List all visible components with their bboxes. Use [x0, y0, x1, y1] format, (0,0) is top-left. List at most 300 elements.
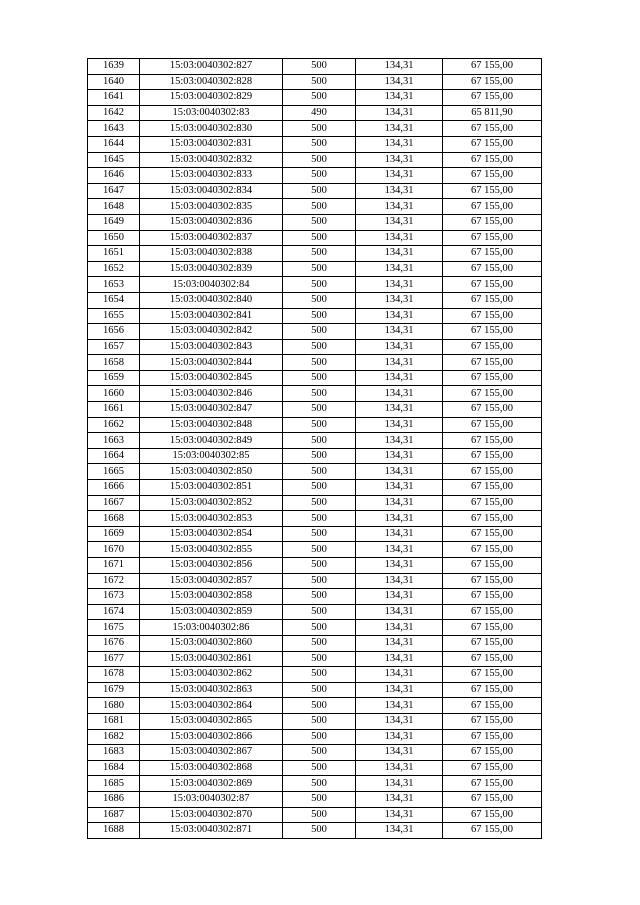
- rate-cell: 134,31: [356, 136, 443, 152]
- row-number-cell: 1681: [88, 713, 140, 729]
- area-cell: 500: [283, 90, 356, 106]
- area-cell: 500: [283, 620, 356, 636]
- table-row: [88, 230, 542, 246]
- rate-cell: 134,31: [356, 807, 443, 823]
- cadastral-number-cell: 15:03:0040302:858: [140, 589, 283, 605]
- rate-cell: 134,31: [356, 59, 443, 75]
- cadastral-number-cell: 15:03:0040302:83: [140, 105, 283, 121]
- cadastral-number-cell: 15:03:0040302:835: [140, 199, 283, 215]
- area-cell: 500: [283, 59, 356, 75]
- table-row: [88, 807, 542, 823]
- cost-cell: 67 155,00: [443, 511, 542, 527]
- rate-cell: 134,31: [356, 651, 443, 667]
- cadastral-number-cell: 15:03:0040302:85: [140, 448, 283, 464]
- rate-cell: 134,31: [356, 760, 443, 776]
- cost-cell: 67 155,00: [443, 292, 542, 308]
- row-number-cell: 1671: [88, 558, 140, 574]
- area-cell: 500: [283, 324, 356, 340]
- cadastral-number-cell: 15:03:0040302:833: [140, 168, 283, 184]
- cost-cell: 67 155,00: [443, 776, 542, 792]
- area-cell: 500: [283, 402, 356, 418]
- row-number-cell: 1686: [88, 791, 140, 807]
- rate-cell: 134,31: [356, 324, 443, 340]
- row-number-cell: 1640: [88, 74, 140, 90]
- cost-cell: 67 155,00: [443, 199, 542, 215]
- cost-cell: 67 155,00: [443, 635, 542, 651]
- table-row: [88, 433, 542, 449]
- rate-cell: 134,31: [356, 339, 443, 355]
- area-cell: 500: [283, 635, 356, 651]
- cost-cell: 67 155,00: [443, 308, 542, 324]
- table-row: [88, 589, 542, 605]
- area-cell: 500: [283, 74, 356, 90]
- cost-cell: 67 155,00: [443, 277, 542, 293]
- row-number-cell: 1644: [88, 136, 140, 152]
- table-row: [88, 713, 542, 729]
- rate-cell: 134,31: [356, 152, 443, 168]
- cost-cell: 67 155,00: [443, 807, 542, 823]
- rate-cell: 134,31: [356, 417, 443, 433]
- cadastral-number-cell: 15:03:0040302:840: [140, 292, 283, 308]
- area-cell: 500: [283, 604, 356, 620]
- rate-cell: 134,31: [356, 183, 443, 199]
- area-cell: 500: [283, 199, 356, 215]
- table-row: [88, 308, 542, 324]
- cost-cell: 67 155,00: [443, 604, 542, 620]
- area-cell: 500: [283, 542, 356, 558]
- cadastral-number-cell: 15:03:0040302:865: [140, 713, 283, 729]
- cost-cell: 67 155,00: [443, 261, 542, 277]
- row-number-cell: 1672: [88, 573, 140, 589]
- table-row: [88, 168, 542, 184]
- cadastral-number-cell: 15:03:0040302:848: [140, 417, 283, 433]
- cadastral-number-cell: 15:03:0040302:839: [140, 261, 283, 277]
- table-row: [88, 667, 542, 683]
- area-cell: 500: [283, 573, 356, 589]
- table-row: [88, 136, 542, 152]
- rate-cell: 134,31: [356, 823, 443, 839]
- row-number-cell: 1687: [88, 807, 140, 823]
- row-number-cell: 1652: [88, 261, 140, 277]
- table-row: [88, 277, 542, 293]
- rate-cell: 134,31: [356, 713, 443, 729]
- row-number-cell: 1666: [88, 480, 140, 496]
- rate-cell: 134,31: [356, 729, 443, 745]
- cost-cell: 67 155,00: [443, 542, 542, 558]
- cost-cell: 67 155,00: [443, 121, 542, 137]
- row-number-cell: 1680: [88, 698, 140, 714]
- cadastral-number-cell: 15:03:0040302:868: [140, 760, 283, 776]
- table-row: [88, 823, 542, 839]
- cost-cell: 67 155,00: [443, 136, 542, 152]
- table-row: [88, 292, 542, 308]
- cost-cell: 67 155,00: [443, 230, 542, 246]
- row-number-cell: 1648: [88, 199, 140, 215]
- rate-cell: 134,31: [356, 604, 443, 620]
- area-cell: 500: [283, 370, 356, 386]
- table-row: [88, 246, 542, 262]
- table-row: [88, 121, 542, 137]
- table-row: [88, 791, 542, 807]
- table-row: [88, 90, 542, 106]
- cadastral-number-cell: 15:03:0040302:832: [140, 152, 283, 168]
- area-cell: 500: [283, 760, 356, 776]
- cadastral-number-cell: 15:03:0040302:838: [140, 246, 283, 262]
- cadastral-number-cell: 15:03:0040302:852: [140, 495, 283, 511]
- cadastral-number-cell: 15:03:0040302:862: [140, 667, 283, 683]
- cadastral-number-cell: 15:03:0040302:844: [140, 355, 283, 371]
- row-number-cell: 1662: [88, 417, 140, 433]
- area-cell: 500: [283, 214, 356, 230]
- cadastral-number-cell: 15:03:0040302:863: [140, 682, 283, 698]
- area-cell: 500: [283, 230, 356, 246]
- area-cell: 500: [283, 261, 356, 277]
- row-number-cell: 1674: [88, 604, 140, 620]
- cadastral-number-cell: 15:03:0040302:837: [140, 230, 283, 246]
- rate-cell: 134,31: [356, 620, 443, 636]
- row-number-cell: 1675: [88, 620, 140, 636]
- area-cell: 500: [283, 651, 356, 667]
- rate-cell: 134,31: [356, 121, 443, 137]
- cost-cell: 67 155,00: [443, 791, 542, 807]
- cadastral-number-cell: 15:03:0040302:866: [140, 729, 283, 745]
- area-cell: 500: [283, 495, 356, 511]
- cost-cell: 67 155,00: [443, 370, 542, 386]
- cost-cell: 67 155,00: [443, 168, 542, 184]
- rate-cell: 134,31: [356, 90, 443, 106]
- cadastral-number-cell: 15:03:0040302:84: [140, 277, 283, 293]
- area-cell: 500: [283, 152, 356, 168]
- area-cell: 500: [283, 121, 356, 137]
- table-row: [88, 370, 542, 386]
- table-row: [88, 682, 542, 698]
- row-number-cell: 1668: [88, 511, 140, 527]
- cost-cell: 67 155,00: [443, 573, 542, 589]
- cadastral-number-cell: 15:03:0040302:87: [140, 791, 283, 807]
- row-number-cell: 1658: [88, 355, 140, 371]
- table-row: [88, 495, 542, 511]
- cadastral-number-cell: 15:03:0040302:86: [140, 620, 283, 636]
- row-number-cell: 1682: [88, 729, 140, 745]
- rate-cell: 134,31: [356, 589, 443, 605]
- cost-cell: 67 155,00: [443, 386, 542, 402]
- row-number-cell: 1656: [88, 324, 140, 340]
- cost-cell: 67 155,00: [443, 59, 542, 75]
- table-row: [88, 214, 542, 230]
- row-number-cell: 1639: [88, 59, 140, 75]
- row-number-cell: 1660: [88, 386, 140, 402]
- area-cell: 500: [283, 807, 356, 823]
- row-number-cell: 1669: [88, 526, 140, 542]
- cost-cell: 67 155,00: [443, 667, 542, 683]
- rate-cell: 134,31: [356, 495, 443, 511]
- cost-cell: 67 155,00: [443, 729, 542, 745]
- table-row: [88, 573, 542, 589]
- row-number-cell: 1655: [88, 308, 140, 324]
- table-row: [88, 480, 542, 496]
- cost-cell: 67 155,00: [443, 620, 542, 636]
- rate-cell: 134,31: [356, 791, 443, 807]
- cadastral-number-cell: 15:03:0040302:846: [140, 386, 283, 402]
- area-cell: 500: [283, 823, 356, 839]
- cadastral-number-cell: 15:03:0040302:830: [140, 121, 283, 137]
- rate-cell: 134,31: [356, 558, 443, 574]
- cadastral-number-cell: 15:03:0040302:855: [140, 542, 283, 558]
- row-number-cell: 1678: [88, 667, 140, 683]
- parcel-table: [87, 58, 542, 839]
- table-row: [88, 464, 542, 480]
- cost-cell: 67 155,00: [443, 682, 542, 698]
- area-cell: 500: [283, 417, 356, 433]
- table-row: [88, 386, 542, 402]
- table-row: [88, 635, 542, 651]
- rate-cell: 134,31: [356, 433, 443, 449]
- rate-cell: 134,31: [356, 511, 443, 527]
- cadastral-number-cell: 15:03:0040302:834: [140, 183, 283, 199]
- rate-cell: 134,31: [356, 199, 443, 215]
- cost-cell: 67 155,00: [443, 402, 542, 418]
- cadastral-number-cell: 15:03:0040302:853: [140, 511, 283, 527]
- cadastral-number-cell: 15:03:0040302:861: [140, 651, 283, 667]
- table-row: [88, 526, 542, 542]
- area-cell: 500: [283, 292, 356, 308]
- area-cell: 500: [283, 277, 356, 293]
- rate-cell: 134,31: [356, 682, 443, 698]
- row-number-cell: 1642: [88, 105, 140, 121]
- row-number-cell: 1684: [88, 760, 140, 776]
- cost-cell: 65 811,90: [443, 105, 542, 121]
- area-cell: 500: [283, 776, 356, 792]
- cadastral-number-cell: 15:03:0040302:849: [140, 433, 283, 449]
- cadastral-number-cell: 15:03:0040302:871: [140, 823, 283, 839]
- row-number-cell: 1661: [88, 402, 140, 418]
- area-cell: 500: [283, 729, 356, 745]
- cost-cell: 67 155,00: [443, 183, 542, 199]
- rate-cell: 134,31: [356, 355, 443, 371]
- rate-cell: 134,31: [356, 448, 443, 464]
- row-number-cell: 1646: [88, 168, 140, 184]
- rate-cell: 134,31: [356, 292, 443, 308]
- cost-cell: 67 155,00: [443, 698, 542, 714]
- row-number-cell: 1659: [88, 370, 140, 386]
- cost-cell: 67 155,00: [443, 651, 542, 667]
- cadastral-number-cell: 15:03:0040302:829: [140, 90, 283, 106]
- cost-cell: 67 155,00: [443, 823, 542, 839]
- cost-cell: 67 155,00: [443, 495, 542, 511]
- cost-cell: 67 155,00: [443, 152, 542, 168]
- cadastral-number-cell: 15:03:0040302:845: [140, 370, 283, 386]
- table-row: [88, 355, 542, 371]
- row-number-cell: 1641: [88, 90, 140, 106]
- area-cell: 500: [283, 791, 356, 807]
- cost-cell: 67 155,00: [443, 558, 542, 574]
- row-number-cell: 1683: [88, 745, 140, 761]
- table-row: [88, 105, 542, 121]
- table-row: [88, 745, 542, 761]
- area-cell: 500: [283, 339, 356, 355]
- row-number-cell: 1663: [88, 433, 140, 449]
- rate-cell: 134,31: [356, 745, 443, 761]
- cadastral-number-cell: 15:03:0040302:843: [140, 339, 283, 355]
- cadastral-number-cell: 15:03:0040302:850: [140, 464, 283, 480]
- cadastral-number-cell: 15:03:0040302:856: [140, 558, 283, 574]
- row-number-cell: 1653: [88, 277, 140, 293]
- rate-cell: 134,31: [356, 105, 443, 121]
- area-cell: 500: [283, 526, 356, 542]
- area-cell: 500: [283, 713, 356, 729]
- row-number-cell: 1649: [88, 214, 140, 230]
- area-cell: 500: [283, 511, 356, 527]
- rate-cell: 134,31: [356, 480, 443, 496]
- row-number-cell: 1676: [88, 635, 140, 651]
- cadastral-number-cell: 15:03:0040302:869: [140, 776, 283, 792]
- cost-cell: 67 155,00: [443, 713, 542, 729]
- row-number-cell: 1643: [88, 121, 140, 137]
- area-cell: 500: [283, 448, 356, 464]
- row-number-cell: 1650: [88, 230, 140, 246]
- area-cell: 500: [283, 308, 356, 324]
- cadastral-number-cell: 15:03:0040302:851: [140, 480, 283, 496]
- table-row: [88, 620, 542, 636]
- cadastral-number-cell: 15:03:0040302:860: [140, 635, 283, 651]
- table-row: [88, 558, 542, 574]
- area-cell: 500: [283, 745, 356, 761]
- rate-cell: 134,31: [356, 573, 443, 589]
- rate-cell: 134,31: [356, 542, 443, 558]
- row-number-cell: 1670: [88, 542, 140, 558]
- area-cell: 500: [283, 386, 356, 402]
- cost-cell: 67 155,00: [443, 464, 542, 480]
- cost-cell: 67 155,00: [443, 760, 542, 776]
- area-cell: 500: [283, 246, 356, 262]
- cadastral-number-cell: 15:03:0040302:857: [140, 573, 283, 589]
- cost-cell: 67 155,00: [443, 417, 542, 433]
- table-row: [88, 604, 542, 620]
- rate-cell: 134,31: [356, 277, 443, 293]
- cost-cell: 67 155,00: [443, 90, 542, 106]
- row-number-cell: 1667: [88, 495, 140, 511]
- cadastral-number-cell: 15:03:0040302:854: [140, 526, 283, 542]
- row-number-cell: 1665: [88, 464, 140, 480]
- table-row: [88, 776, 542, 792]
- area-cell: 500: [283, 464, 356, 480]
- area-cell: 500: [283, 355, 356, 371]
- cadastral-number-cell: 15:03:0040302:841: [140, 308, 283, 324]
- row-number-cell: 1679: [88, 682, 140, 698]
- cost-cell: 67 155,00: [443, 324, 542, 340]
- cost-cell: 67 155,00: [443, 480, 542, 496]
- cadastral-number-cell: 15:03:0040302:870: [140, 807, 283, 823]
- cost-cell: 67 155,00: [443, 339, 542, 355]
- row-number-cell: 1654: [88, 292, 140, 308]
- rate-cell: 134,31: [356, 74, 443, 90]
- cost-cell: 67 155,00: [443, 589, 542, 605]
- row-number-cell: 1647: [88, 183, 140, 199]
- table-row: [88, 339, 542, 355]
- parcel-table-body: [88, 59, 542, 839]
- rate-cell: 134,31: [356, 402, 443, 418]
- table-row: [88, 729, 542, 745]
- table-row: [88, 542, 542, 558]
- cadastral-number-cell: 15:03:0040302:867: [140, 745, 283, 761]
- table-row: [88, 152, 542, 168]
- area-cell: 500: [283, 183, 356, 199]
- rate-cell: 134,31: [356, 168, 443, 184]
- row-number-cell: 1677: [88, 651, 140, 667]
- rate-cell: 134,31: [356, 386, 443, 402]
- cost-cell: 67 155,00: [443, 74, 542, 90]
- row-number-cell: 1645: [88, 152, 140, 168]
- rate-cell: 134,31: [356, 667, 443, 683]
- rate-cell: 134,31: [356, 464, 443, 480]
- area-cell: 500: [283, 589, 356, 605]
- rate-cell: 134,31: [356, 214, 443, 230]
- rate-cell: 134,31: [356, 246, 443, 262]
- cost-cell: 67 155,00: [443, 433, 542, 449]
- rate-cell: 134,31: [356, 635, 443, 651]
- rate-cell: 134,31: [356, 698, 443, 714]
- area-cell: 500: [283, 433, 356, 449]
- rate-cell: 134,31: [356, 370, 443, 386]
- cost-cell: 67 155,00: [443, 448, 542, 464]
- table-row: [88, 417, 542, 433]
- area-cell: 500: [283, 667, 356, 683]
- cadastral-number-cell: 15:03:0040302:827: [140, 59, 283, 75]
- table-row: [88, 511, 542, 527]
- cadastral-number-cell: 15:03:0040302:836: [140, 214, 283, 230]
- table-row: [88, 402, 542, 418]
- table-row: [88, 261, 542, 277]
- row-number-cell: 1673: [88, 589, 140, 605]
- row-number-cell: 1657: [88, 339, 140, 355]
- cadastral-number-cell: 15:03:0040302:847: [140, 402, 283, 418]
- table-row: [88, 448, 542, 464]
- cost-cell: 67 155,00: [443, 246, 542, 262]
- row-number-cell: 1664: [88, 448, 140, 464]
- table-row: [88, 760, 542, 776]
- cost-cell: 67 155,00: [443, 526, 542, 542]
- table-row: [88, 59, 542, 75]
- rate-cell: 134,31: [356, 261, 443, 277]
- area-cell: 500: [283, 682, 356, 698]
- cadastral-number-cell: 15:03:0040302:859: [140, 604, 283, 620]
- area-cell: 500: [283, 558, 356, 574]
- area-cell: 500: [283, 168, 356, 184]
- area-cell: 490: [283, 105, 356, 121]
- row-number-cell: 1688: [88, 823, 140, 839]
- cost-cell: 67 155,00: [443, 214, 542, 230]
- cadastral-number-cell: 15:03:0040302:864: [140, 698, 283, 714]
- cost-cell: 67 155,00: [443, 745, 542, 761]
- document-page: [87, 58, 541, 839]
- table-row: [88, 651, 542, 667]
- cadastral-number-cell: 15:03:0040302:828: [140, 74, 283, 90]
- table-row: [88, 199, 542, 215]
- area-cell: 500: [283, 480, 356, 496]
- row-number-cell: 1685: [88, 776, 140, 792]
- area-cell: 500: [283, 698, 356, 714]
- table-row: [88, 74, 542, 90]
- rate-cell: 134,31: [356, 526, 443, 542]
- rate-cell: 134,31: [356, 776, 443, 792]
- row-number-cell: 1651: [88, 246, 140, 262]
- cadastral-number-cell: 15:03:0040302:842: [140, 324, 283, 340]
- cadastral-number-cell: 15:03:0040302:831: [140, 136, 283, 152]
- rate-cell: 134,31: [356, 308, 443, 324]
- rate-cell: 134,31: [356, 230, 443, 246]
- table-row: [88, 183, 542, 199]
- table-row: [88, 698, 542, 714]
